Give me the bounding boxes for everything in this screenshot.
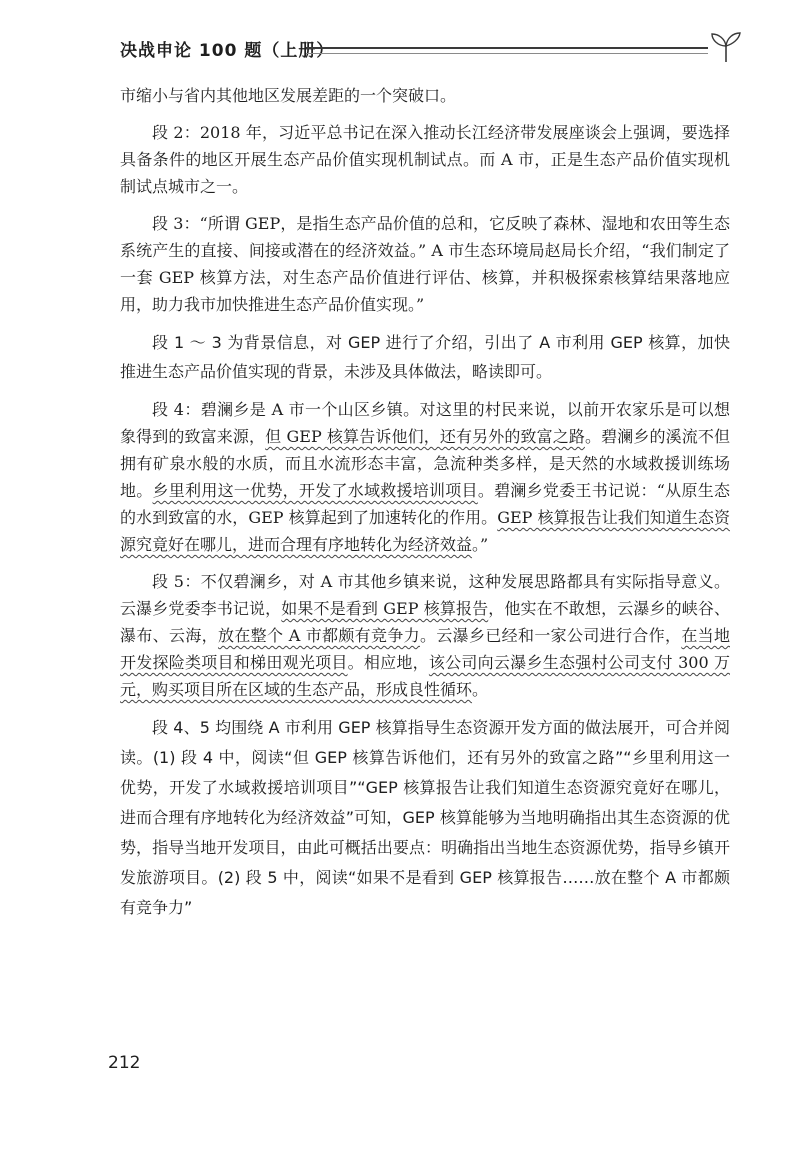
p5-underlined: 放在整个 A 市都颇有竞争力 (217, 626, 421, 645)
p5-text: 。云瀑乡已经和一家公司进行合作， (420, 626, 682, 645)
intro-tail-paragraph: 市缩小与省内其他地区发展差距的一个突破口。 (120, 86, 457, 105)
p5-text: ，他实在不敢想，云瀑乡的峡谷、瀑布、云海， (120, 599, 730, 645)
running-header (108, 30, 748, 66)
p5-underlined: 如果不是看到 GEP 核算报告 (281, 599, 489, 618)
paragraph-2: 段 2：2018 年，习近平总书记在深入推动长江经济带发展座谈会上强调，要选择具备条件的地区开展生态产品价值实现机制试点。而 A 市，正是生态产品价值实现机制试点城市之一。 (120, 123, 730, 196)
p5-text: 。 (472, 680, 489, 699)
paragraph-4 (120, 396, 730, 558)
p4-text: 。碧澜乡的溪流不但拥有矿泉水般的水质，而且水流形态丰富，急流种类多样，是天然的水域救援训练场地。 (120, 427, 730, 500)
p5-text: 。相应地， (347, 653, 429, 672)
header-rule (306, 47, 708, 49)
p4-underlined: 但 GEP 核算告诉他们，还有另外的致富之路 (265, 427, 585, 446)
p4-underlined: GEP 核算报告让我们知道生态资源究竟好在哪儿，进而合理有序地转化为经济效益 (120, 508, 730, 554)
header-rule-thin (306, 53, 708, 54)
paragraph-5 (120, 568, 730, 703)
p4-text: 。碧澜乡党委王书记说：“从原生态的水到致富的水，GEP 核算起到了加速转化的作用。 (120, 481, 730, 527)
p4-text: 段 4：碧澜乡是 A 市一个山区乡镇。对这里的村民来说，以前开农家乐是可以想象得到的致富来源， (120, 400, 730, 446)
analysis-1-3: 段 1 ～ 3 为背景信息，对 GEP 进行了介绍，引出了 A 市利用 GEP 核算，加快推进生态产品价值实现的背景，未涉及具体做法，略读即可。 (120, 333, 730, 381)
analysis-4-5: 段 4、5 均围绕 A 市利用 GEP 核算指导生态资源开发方面的做法展开，可合并阅读。(1) 段 4 中，阅读“但 GEP 核算告诉他们，还有另外的致富之路”“乡里利用这一优势，开发了水域救援培训项目”“GEP 核算报告让我们知道生态资源究竟好在哪儿，进而合理有序地转化为经济效益”可知，GEP 核算能够为当地明确指出其生态资源的优势，指导当地开发项目，由此可概括出要点：明确指出当地生态资源优势，指导乡镇开发旅游项目。(2) 段 5 中，阅读“如果不是看到 GEP 核算报告……放在整个 A 市都颇有竞争力” (120, 718, 730, 917)
p4-underlined: 乡里利用这一优势，开发了水域救援培训项目 (152, 481, 478, 500)
book-title: 决战申论 100 题（上册） (120, 41, 335, 61)
p5-underlined: 在当地开发探险类项目和梯田观光项目 (120, 626, 730, 672)
page-content (120, 82, 730, 923)
paragraph-3: 段 3：“所谓 GEP，是指生态产品价值的总和，它反映了森林、湿地和农田等生态系统产生的直接、间接或潜在的经济效益。” A 市生态环境局赵局长介绍，“我们制定了一套 GEP 核算方法，对生态产品价值进行评估、核算，并积极探索核算结果落地应用，助力我市加快推进生态产品价值实现。” (120, 214, 730, 314)
p5-underlined: 该公司向云瀑乡生态强村公司支付 300 万元，购买项目所在区域的生态产品，形成良性循环 (120, 653, 730, 699)
page-number: 212 (108, 1053, 141, 1073)
sprout-icon (708, 30, 744, 64)
p5-text: 段 5：不仅碧澜乡，对 A 市其他乡镇来说，这种发展思路都具有实际指导意义。云瀑乡党委李书记说， (120, 572, 730, 618)
p4-text: 。” (472, 535, 489, 554)
